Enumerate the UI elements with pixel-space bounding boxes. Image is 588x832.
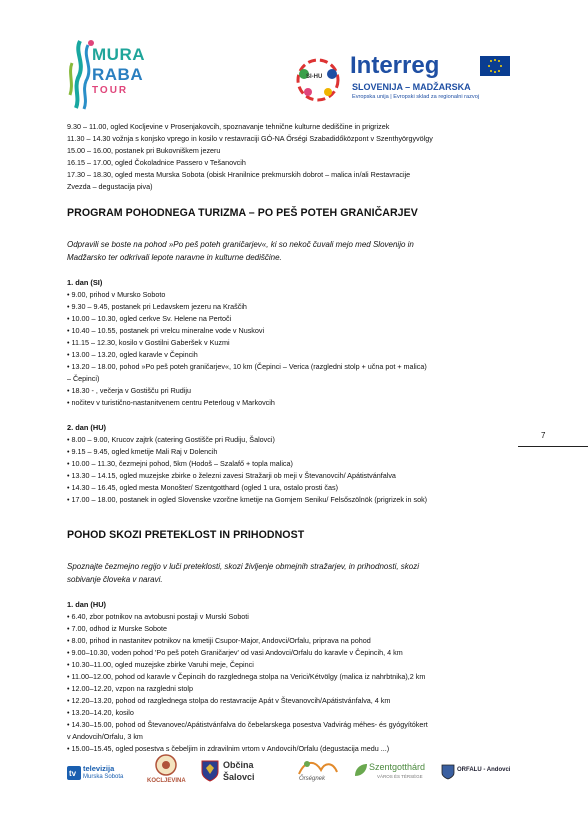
- logo-text-raba: RABA: [92, 65, 144, 84]
- list-item: • 11.00–12.00, pohod od karavle v Čepincih do razglednega stolpa na Verici/Kétvölgy (malica iz nahrbtnika),2 km: [67, 672, 426, 681]
- kocljevina-label: KOCLJEVINA: [147, 778, 186, 784]
- list-item: • 18.30 - , večerja v Gostišču pri Rudiju: [67, 386, 191, 395]
- interreg-brand: Interreg: [350, 52, 440, 79]
- svg-text:tv: tv: [69, 769, 77, 778]
- mura-raba-tour-logo: [66, 33, 156, 111]
- list-item: • 10.30–11.00, ogled muzejske zbirke Varuhi meje, Čepinci: [67, 660, 254, 669]
- day-title: 1. dan (SI): [67, 278, 103, 287]
- page-number-rule: [518, 446, 588, 447]
- schedule-line: Zvezda – degustacija piva): [67, 182, 153, 191]
- list-item: • 7.00, odhod iz Murske Sobote: [67, 624, 168, 633]
- section-intro: Odpravili se boste na pohod »Po peš poteh graničarjev«, ki so nekoč čuvali mejo med Slovenijo in: [67, 240, 414, 249]
- list-item: • 13.30 – 14.15, ogled muzejske zbirke o železni zavesi Stražarji ob meji v Števanovcih/ Apátistvánfalva: [67, 471, 396, 480]
- section-intro: Spoznajte čezmejno regijo v luči preteklosti, skozi življenje obmejnih stražarjev, in prihodnosti, skozi: [67, 562, 420, 571]
- list-item: • 10.40 – 10.55, postanek pri vrelcu mineralne vode v Nuskovi: [67, 326, 265, 335]
- list-item: • 10.00 – 10.30, ogled cerkve Sv. Helene na Pertoči: [67, 314, 232, 323]
- list-item: • 12.20–13.20, pohod od razglednega stolpa do restavracije Apát v Števanovcih/Apátistvánfalva, 4 km: [67, 696, 391, 705]
- szentgotthard-leaf-icon: [353, 762, 369, 778]
- section-heading: POHOD SKOZI PRETEKLOST IN PRIHODNOST: [67, 529, 305, 541]
- logo-text-tour: TOUR: [92, 85, 129, 96]
- list-item: v Andovcih/Orfalu, 3 km: [67, 732, 143, 741]
- list-item: • 8.00 – 9.00, Krucov zajtrk (catering Gostišče pri Rudiju, Šalovci): [67, 435, 275, 444]
- partner-logos-footer: [55, 752, 535, 794]
- section-heading: PROGRAM POHODNEGA TURIZMA – PO PEŠ POTEH GRANIČARJEV: [67, 207, 418, 219]
- orfalu-crest-icon: [441, 764, 455, 780]
- list-item: • 9.00–10.30, voden pohod 'Po peš poteh Graničarjev' od vasi Andovci/Orfalu do karavle v Čepincih, 4 km: [67, 648, 403, 657]
- tv-logo-icon: [67, 766, 81, 780]
- schedule-line: 17.30 – 18.30, ogled mesta Murska Sobota (obisk Hranilnice prekmurskih dobrot – malica in/ali Restavracije: [67, 170, 411, 179]
- interreg-logo: [292, 52, 532, 110]
- obcina-crest-icon: [201, 760, 219, 782]
- list-item: • 12.00–12.20, vzpon na razgledni stolp: [67, 684, 193, 693]
- list-item: • 10.00 – 11.30, čezmejni pohod, 5km (Hodoš – Szalafő + topla malica): [67, 459, 293, 468]
- list-item: • 13.00 – 13.20, ogled karavle v Čepincih: [67, 350, 198, 359]
- schedule-line: 9.30 – 11.00, ogled Kocljevine v Prosenjakovcih, spoznavanje tehnične kulturne dediščine in prigrizek: [67, 122, 390, 131]
- list-item: • 17.00 – 18.00, postanek in ogled Slovenske vzorčne kmetije na Gornjem Seniku/ Felsőszölnök (prigrizek in sok): [67, 495, 428, 504]
- list-item: • 11.15 – 12.30, kosilo v Gostilni Gaberšek v Kuzmi: [67, 338, 230, 347]
- obcina-line1: Občina: [223, 760, 254, 770]
- szentgotthard-label: Szentgotthárd: [369, 762, 426, 772]
- list-item: • 14.30 – 16.45, ogled mesta Monošter/ Szentgotthard (ogled 1 ura, ostalo prosti čas): [67, 483, 339, 492]
- list-item: • nočitev v turistično-nastanitvenem centru Peterloug v Markovcih: [67, 398, 275, 407]
- list-item: • 15.00–15.45, ogled posestva s čebeljim in zdravilnim vrtom v Andovcih/Orfalu (degustacija medu ...): [67, 744, 390, 753]
- orseg-label: Őrségnek: [299, 776, 326, 782]
- section-intro: Madžarsko ter odkrivali lepote naravne in kulturne dediščine.: [67, 253, 282, 262]
- schedule-line: 16.15 – 17.00, ogled Čokoladnice Passero v Tešanovcih: [67, 158, 246, 167]
- tv-logo-line2: Murska Sobota: [83, 774, 124, 780]
- list-item: – Čepinci): [67, 374, 100, 383]
- si-hu-badge: SI-HU: [306, 74, 323, 80]
- list-item: • 9.00, prihod v Mursko Soboto: [67, 290, 166, 299]
- list-item: • 6.40, zbor potnikov na avtobusni postaji v Murski Soboti: [67, 612, 249, 621]
- orfalu-label: ORFALU - Andovci: [457, 767, 511, 773]
- logo-text-mura: MURA: [92, 45, 145, 64]
- schedule-line: 11.30 – 14.30 vožnja s konjsko vprego in kosilo v restavraciji GÓ-NA Őrségi Szabadidőközpont v Szenthyörgyvölgy: [67, 134, 433, 143]
- si-hu-emblem: [292, 54, 344, 106]
- list-item: • 8.00, prihod in nastanitev potnikov na kmetiji Csupor-Major, Andovci/Orfalu, priprava na pohod: [67, 636, 371, 645]
- list-item: • 13.20 – 18.00, pohod »Po peš poteh graničarjev«, 10 km (Čepinci – Verica (razgledni stolp + učna pot + malica): [67, 362, 427, 371]
- kocljevina-emblem-icon: [155, 754, 177, 776]
- section-intro: sobivanje človeka v naravi.: [67, 575, 163, 584]
- szentgotthard-sub: VÁROS ÉS TÉRSÉGE: [377, 774, 423, 779]
- list-item: • 9.15 – 9.45, ogled kmetije Mali Raj v Dolencih: [67, 447, 218, 456]
- schedule-line: 15.00 – 16.00, postanek pri Bukovniškem jezeru: [67, 146, 221, 155]
- page-number: 7: [541, 431, 546, 440]
- interreg-subtitle: Evropska unija | Evropski sklad za regionalni razvoj: [352, 94, 480, 100]
- eu-flag-icon: [480, 56, 510, 76]
- day-title: 2. dan (HU): [67, 423, 107, 432]
- day-title: 1. dan (HU): [67, 600, 107, 609]
- list-item: • 14.30–15.00, pohod od Števanovec/Apátistvánfalva do čebelarskega posestva Vadvirág méhes- és gyógyítókert: [67, 720, 428, 729]
- interreg-country: SLOVENIJA – MADŽARSKA: [352, 82, 471, 92]
- list-item: • 13.20–14.20, kosilo: [67, 708, 134, 717]
- list-item: • 9.30 – 9.45, postanek pri Ledavskem jezeru na Kraščih: [67, 302, 247, 311]
- tv-logo-line1: televizija: [83, 764, 115, 773]
- obcina-line2: Šalovci: [223, 772, 255, 782]
